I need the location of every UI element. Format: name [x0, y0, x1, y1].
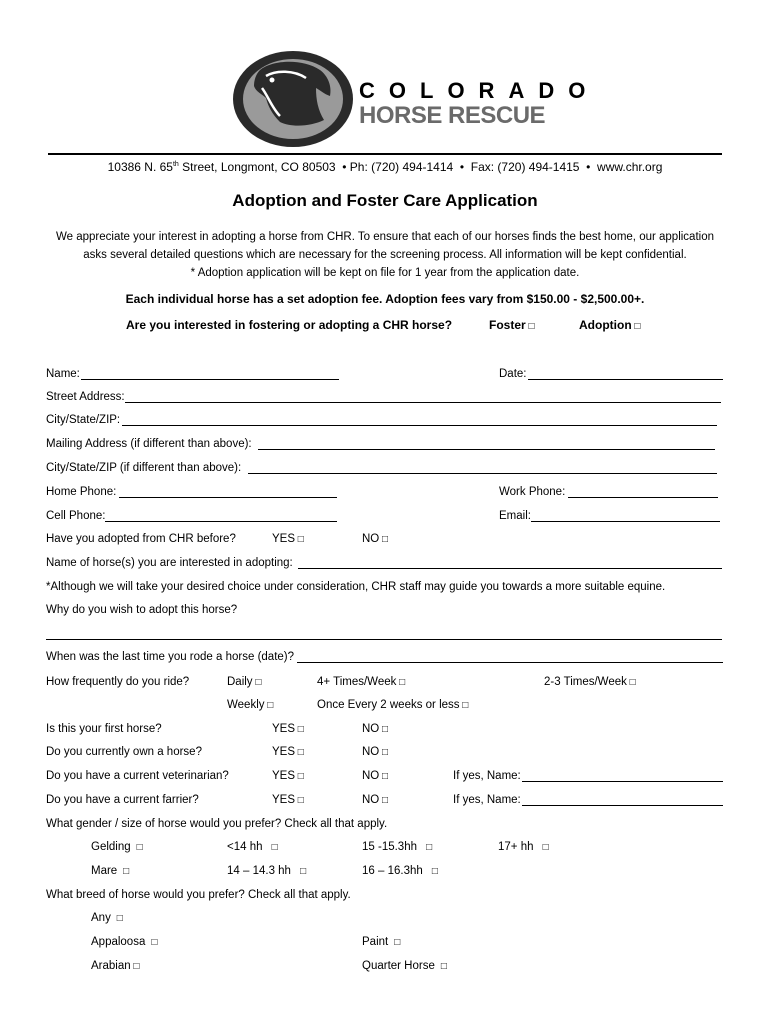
- farrier-name-label: If yes, Name:: [453, 794, 521, 806]
- farrier-name-field[interactable]: [522, 805, 723, 806]
- farrier-no[interactable]: [362, 793, 388, 808]
- cell-phone-field[interactable]: [105, 521, 337, 522]
- no-label: NO: [362, 770, 380, 782]
- breed-label: What breed of horse would you prefer? Check all that apply.: [46, 889, 351, 901]
- city-field[interactable]: [122, 425, 717, 426]
- gelding-checkbox[interactable]: [91, 840, 143, 855]
- intro-line-3: * Adoption application will be kept on file for 1 year from the application date.: [190, 267, 580, 279]
- two-three-label: 2-3 Times/Week: [544, 676, 627, 688]
- mailing-label: Mailing Address (if different than above):: [46, 438, 252, 450]
- daily-checkbox[interactable]: [227, 675, 261, 690]
- address-part1: 10386 N. 65: [107, 160, 173, 174]
- arabian-checkbox[interactable]: [91, 959, 139, 974]
- mailing-city-label: City/State/ZIP (if different than above):: [46, 462, 242, 474]
- h15-label: 15 -15.3hh: [362, 841, 417, 853]
- date-label: Date:: [499, 368, 527, 380]
- yes-label: YES: [272, 723, 296, 735]
- appaloosa-label: Appaloosa: [91, 936, 146, 948]
- four-plus-checkbox[interactable]: [317, 675, 405, 690]
- lt14-label: <14 hh: [227, 841, 263, 853]
- name-field[interactable]: [81, 379, 339, 380]
- appaloosa-checkbox[interactable]: [91, 935, 157, 950]
- adoption-label: Adoption: [579, 318, 632, 332]
- no-label: NO: [362, 723, 380, 735]
- vet-no[interactable]: [362, 769, 388, 784]
- phone: Ph: (720) 494-1414: [349, 160, 454, 174]
- vet-label: Do you have a current veterinarian?: [46, 770, 229, 782]
- city-label: City/State/ZIP:: [46, 414, 121, 426]
- interest-question: Are you interested in fostering or adopting a CHR horse?: [126, 318, 453, 332]
- adopted-before-no[interactable]: [362, 532, 388, 547]
- address-line: 10386 N. 65th Street, Longmont, CO 80503 • Ph: (720) 494-1414 • Fax: (720) 494-1415 • www.chr.org: [107, 160, 663, 174]
- date-field[interactable]: [528, 379, 723, 380]
- h15-checkbox[interactable]: [362, 840, 432, 855]
- foster-label: Foster: [489, 318, 526, 332]
- horse-head-logo-icon: [232, 50, 354, 148]
- farrier-label: Do you have a current farrier?: [46, 794, 199, 806]
- yes-label: YES: [272, 746, 296, 758]
- mailing-city-field[interactable]: [248, 473, 717, 474]
- every-two-weeks-checkbox[interactable]: [317, 698, 468, 713]
- own-horse-label: Do you currently own a horse?: [46, 746, 202, 758]
- two-three-checkbox[interactable]: [544, 675, 636, 690]
- email-field[interactable]: [531, 521, 720, 522]
- own-horse-no[interactable]: [362, 745, 388, 760]
- intro-line-2: asks several detailed questions which are necessary for the screening process. All information will be kept confidential.: [83, 249, 687, 261]
- work-phone-field[interactable]: [568, 497, 718, 498]
- horse-names-label: Name of horse(s) you are interested in adopting:: [46, 557, 293, 569]
- farrier-yes[interactable]: [272, 793, 304, 808]
- last-rode-field[interactable]: [297, 662, 723, 663]
- h17-label: 17+ hh: [498, 841, 534, 853]
- adopted-before-label: Have you adopted from CHR before?: [46, 533, 236, 545]
- email-label: Email:: [499, 510, 531, 522]
- vet-name-label: If yes, Name:: [453, 770, 521, 782]
- quarter-horse-label: Quarter Horse: [362, 960, 435, 972]
- header-rule: [48, 153, 722, 155]
- work-phone-label: Work Phone:: [499, 486, 566, 498]
- paint-label: Paint: [362, 936, 389, 948]
- mare-checkbox[interactable]: [91, 864, 129, 879]
- adoption-checkbox[interactable]: [579, 318, 640, 334]
- h17-checkbox[interactable]: [498, 840, 549, 855]
- mailing-field[interactable]: [258, 449, 715, 450]
- why-label: Why do you wish to adopt this horse?: [46, 604, 238, 616]
- fax: Fax: (720) 494-1415: [470, 160, 580, 174]
- weekly-label: Weekly: [227, 699, 265, 711]
- four-plus-label: 4+ Times/Week: [317, 676, 397, 688]
- weekly-checkbox[interactable]: [227, 698, 273, 713]
- no-label: NO: [362, 533, 380, 545]
- last-rode-label: When was the last time you rode a horse (date)?: [46, 651, 295, 663]
- vet-name-field[interactable]: [522, 781, 723, 782]
- any-label: Any: [91, 912, 111, 924]
- any-checkbox[interactable]: [91, 911, 123, 926]
- gelding-label: Gelding: [91, 841, 131, 853]
- no-label: NO: [362, 794, 380, 806]
- h14-checkbox[interactable]: [227, 864, 306, 879]
- gender-size-label: What gender / size of horse would you prefer? Check all that apply.: [46, 818, 388, 830]
- yes-label: YES: [272, 794, 296, 806]
- home-phone-field[interactable]: [119, 497, 337, 498]
- address-sup: th: [172, 161, 179, 168]
- disclaimer: *Although we will take your desired choice under consideration, CHR staff may guide you towards a more suitable equine.: [46, 581, 666, 593]
- no-label: NO: [362, 746, 380, 758]
- logo-top-text: COLORADO: [359, 78, 600, 103]
- yes-label: YES: [272, 533, 296, 545]
- vet-yes[interactable]: [272, 769, 304, 784]
- mare-label: Mare: [91, 865, 118, 877]
- first-horse-no[interactable]: [362, 722, 388, 737]
- why-field[interactable]: [46, 639, 722, 640]
- h16-checkbox[interactable]: [362, 864, 438, 879]
- horse-names-field[interactable]: [298, 568, 722, 569]
- first-horse-yes[interactable]: [272, 722, 304, 737]
- daily-label: Daily: [227, 676, 253, 688]
- home-phone-label: Home Phone:: [46, 486, 117, 498]
- intro-line-1: We appreciate your interest in adopting a horse from CHR. To ensure that each of our horses finds the best home, our application: [56, 231, 714, 243]
- street-field[interactable]: [125, 402, 721, 403]
- h16-label: 16 – 16.3hh: [362, 865, 423, 877]
- frequency-label: How frequently do you ride?: [46, 676, 190, 688]
- website-link[interactable]: www.chr.org: [597, 160, 663, 174]
- address-part2: Street, Longmont, CO 80503: [178, 160, 336, 174]
- foster-checkbox[interactable]: [489, 318, 535, 334]
- name-label: Name:: [46, 368, 80, 380]
- page-title: Adoption and Foster Care Application: [232, 191, 538, 210]
- street-label: Street Address:: [46, 391, 125, 403]
- yes-label: YES: [272, 770, 296, 782]
- every-two-weeks-label: Once Every 2 weeks or less: [317, 699, 460, 711]
- paint-checkbox[interactable]: [362, 935, 400, 950]
- arabian-label: Arabian: [91, 960, 131, 972]
- adopted-before-yes[interactable]: [272, 532, 304, 547]
- logo-bottom-text: HORSE RESCUE: [359, 102, 546, 129]
- lt14-checkbox[interactable]: [227, 840, 278, 855]
- h14-label: 14 – 14.3 hh: [227, 865, 291, 877]
- fee-line: Each individual horse has a set adoption fee. Adoption fees vary from $150.00 - $2,500.00+.: [125, 292, 645, 306]
- cell-phone-label: Cell Phone:: [46, 510, 106, 522]
- quarter-horse-checkbox[interactable]: [362, 959, 447, 974]
- own-horse-yes[interactable]: [272, 745, 304, 760]
- first-horse-label: Is this your first horse?: [46, 723, 162, 735]
- logo: [232, 50, 600, 150]
